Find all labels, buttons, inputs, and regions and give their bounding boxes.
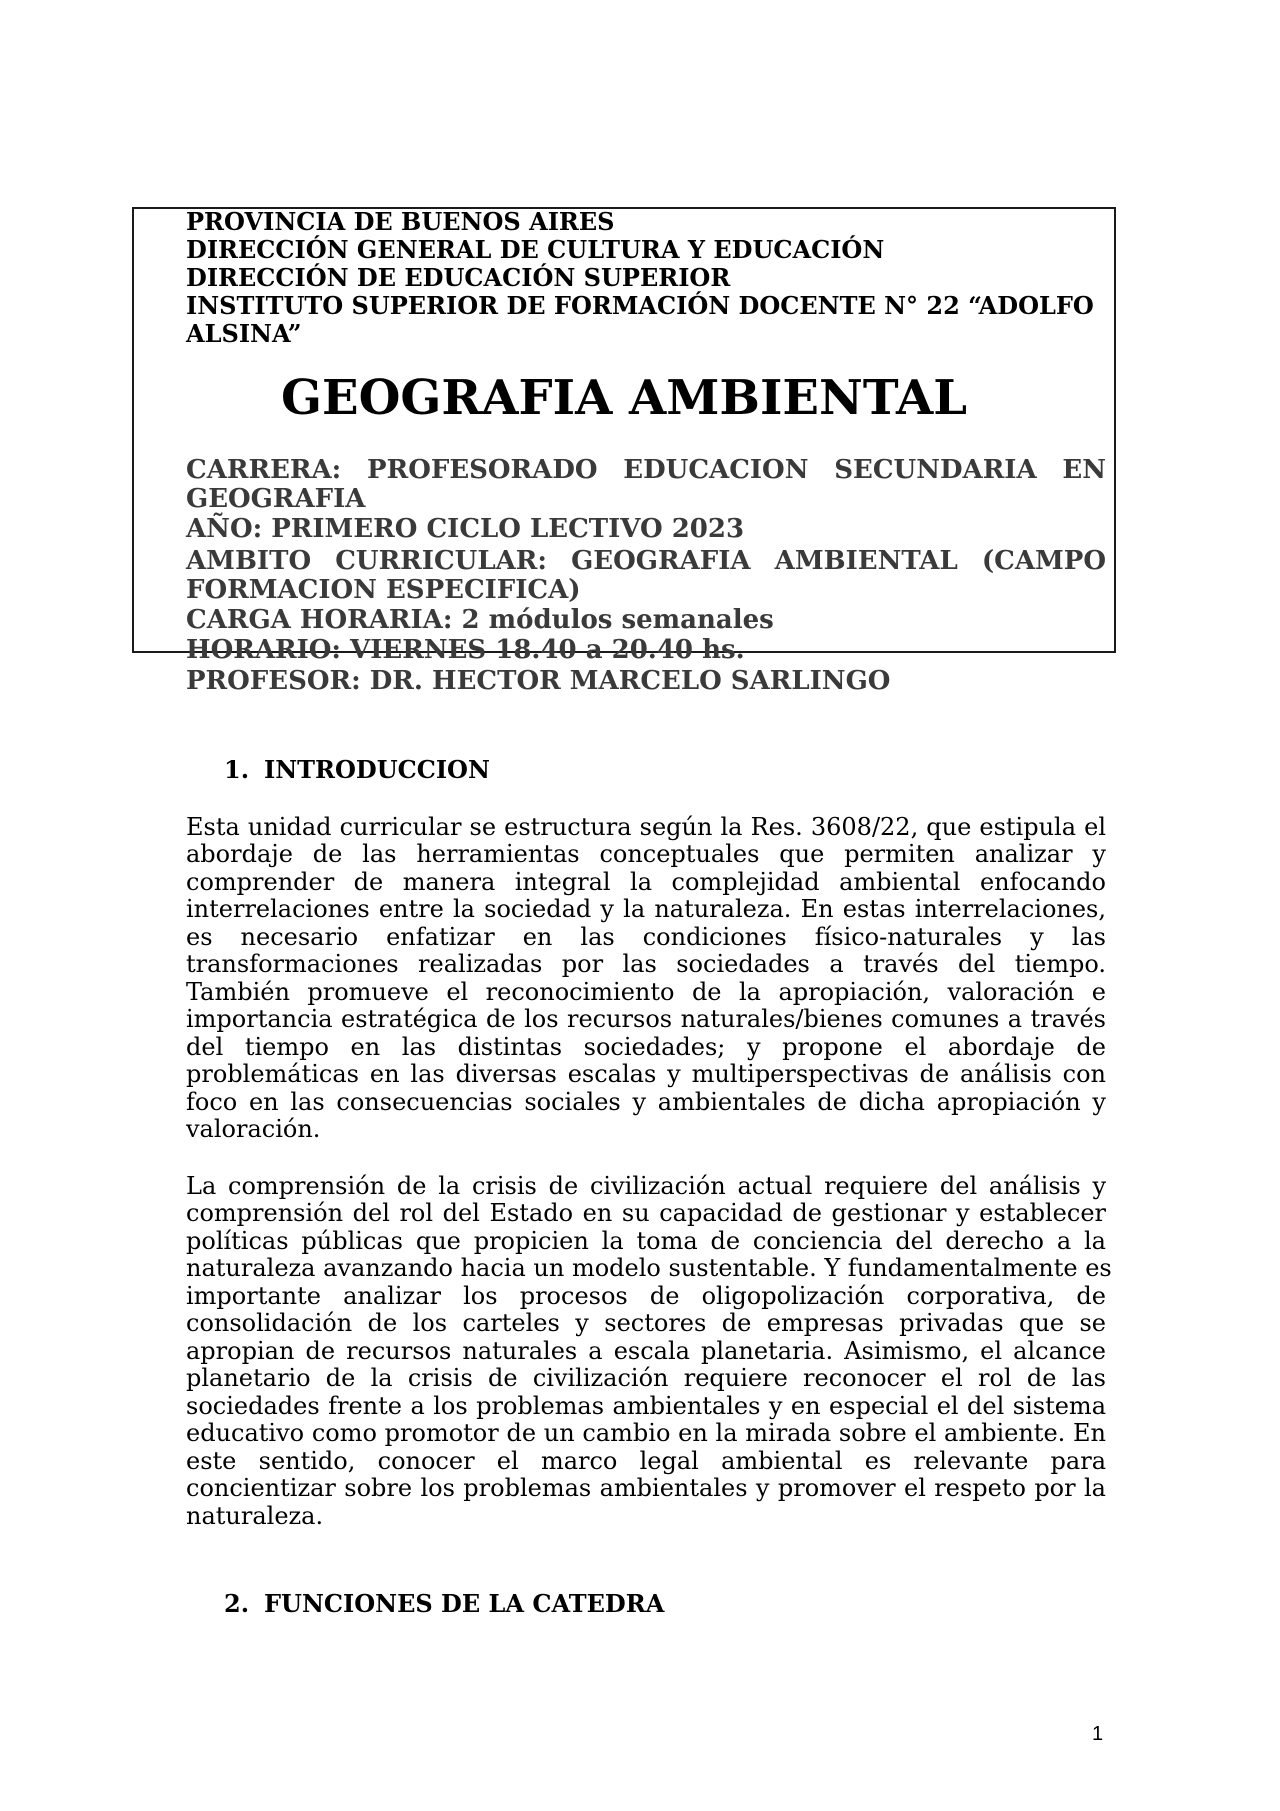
paragraph-line: apropian de recursos naturales a escala planetaria. Asimismo, el alcance [186,1337,1106,1365]
meta-hours-text: CARGA HORARIA: 2 módulos semanales [186,605,774,635]
meta-schedule [186,636,1106,665]
paragraph-line: sociedades frente a los problemas ambientales y en especial el del sistema [186,1392,1106,1420]
paragraph-line: importancia estratégica de los recursos naturales/bienes comunes a través [186,1005,1106,1033]
meta-hours [186,606,1106,635]
meta-professor [186,667,1106,696]
paragraph-line: este sentido, conocer el marco legal ambiental es relevante para [186,1447,1106,1475]
paragraph-line: comprender de manera integral la complejidad ambiental enfocando [186,868,1106,896]
paragraph-line: También promueve el reconocimiento de la apropiación, valoración e [186,978,1106,1006]
paragraph-line: educativo como promotor de un cambio en la mirada sobre el ambiente. En [186,1419,1106,1447]
paragraph-line: valoración. [186,1115,321,1143]
page-number: 1 [1092,1723,1104,1745]
paragraph-line: planetario de la crisis de civilización requiere reconocer el rol de las [186,1364,1106,1392]
paragraph-line: problemáticas en las diversas escalas y multiperspectivas de análisis con [186,1060,1106,1088]
paragraph-line: abordaje de las herramientas conceptuales que permiten analizar y [186,840,1106,868]
paragraph-line: interrelaciones entre la sociedad y la naturaleza. En estas interrelaciones, [186,895,1106,923]
meta-career [186,456,1106,485]
institution-line: DIRECCIÓN GENERAL DE CULTURA Y EDUCACIÓN [186,235,885,264]
paragraph-line: importante analizar los procesos de oligopolización corporativa, de [186,1282,1106,1310]
paragraph-line: La comprensión de la crisis de civilización actual requiere del análisis y [186,1172,1106,1200]
section-number: 2. [224,1589,250,1618]
paragraph-line: naturaleza. [186,1502,324,1530]
institution-line: DIRECCIÓN DE EDUCACIÓN SUPERIOR [186,263,731,292]
meta-curricular-area-cont [186,576,1106,605]
meta-professor-text: PROFESOR: DR. HECTOR MARCELO SARLINGO [186,666,891,696]
meta-year [186,515,1106,544]
paragraph-line: transformaciones realizadas por las sociedades a través del tiempo. [186,950,1106,978]
paragraph-line: foco en las consecuencias sociales y ambientales de dicha apropiación y [186,1088,1106,1116]
paragraph-line: concientizar sobre los problemas ambientales y promover el respeto por la [186,1474,1106,1502]
meta-career-text: CARRERA: PROFESORADO EDUCACION SECUNDARIA EN [186,455,1106,485]
paragraph-line: naturaleza avanzando hacia un modelo sustentable. Y fundamentalmente es [186,1254,1112,1282]
meta-curricular-area [186,547,1106,576]
document-title: GEOGRAFIA AMBIENTAL [281,370,967,426]
institution-line: ALSINA” [186,319,302,348]
section-heading-introduccion [224,756,490,784]
paragraph-line: Esta unidad curricular se estructura según la Res. 3608/22, que estipula el [186,813,1106,841]
meta-curricular-area-cont-text: FORMACION ESPECIFICA) [186,575,581,605]
section-number: 1. [224,755,250,784]
institution-line: INSTITUTO SUPERIOR DE FORMACIÓN DOCENTE N° 22 “ADOLFO [186,291,1094,320]
meta-career-cont-text: GEOGRAFIA [186,484,366,514]
institution-line: PROVINCIA DE BUENOS AIRES [186,207,615,236]
paragraph-line: comprensión del rol del Estado en su capacidad de gestionar y establecer [186,1199,1106,1227]
section-heading-funciones [224,1590,664,1618]
paragraph-line: políticas públicas que propicien la toma de conciencia del derecho a la [186,1227,1106,1255]
section-title: INTRODUCCION [264,755,490,784]
meta-year-text: AÑO: PRIMERO CICLO LECTIVO 2023 [186,514,745,544]
meta-curricular-area-text: AMBITO CURRICULAR: GEOGRAFIA AMBIENTAL (CAMPO [186,546,1106,576]
section-title: FUNCIONES DE LA CATEDRA [264,1589,665,1618]
paragraph-line: consolidación de los carteles y sectores de empresas privadas que se [186,1309,1106,1337]
meta-schedule-text: HORARIO: VIERNES 18.40 a 20.40 hs. [186,635,745,665]
meta-career-cont [186,485,1106,514]
paragraph-line: del tiempo en las distintas sociedades; y propone el abordaje de [186,1033,1106,1061]
paragraph-line: es necesario enfatizar en las condiciones físico-naturales y las [186,923,1106,951]
